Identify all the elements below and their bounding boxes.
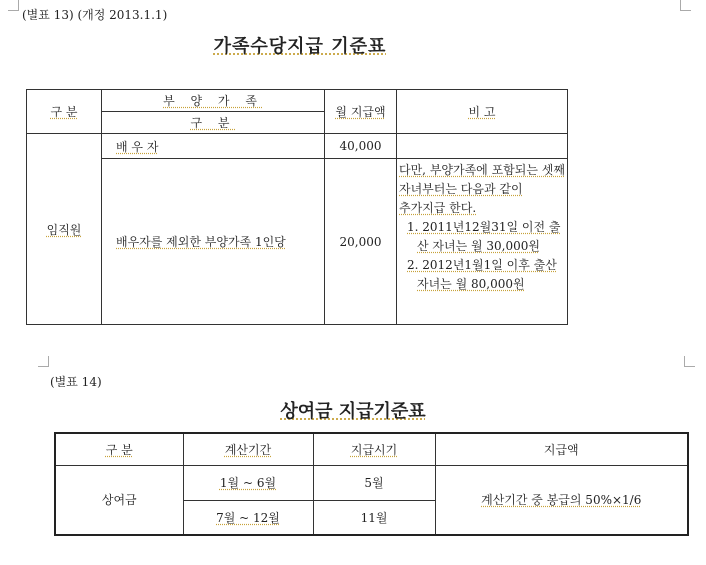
header-note: (별표 14) — [50, 375, 102, 389]
header-category: 구 분 — [27, 90, 102, 134]
remarks-line: 추가지급 한다. — [399, 201, 477, 215]
header-monthly-amount: 월 지급액 — [325, 90, 397, 134]
remarks-line: 1. 2011년12월31일 이전 출산 자녀는 월 30,000원 — [407, 220, 561, 253]
page-corner-mark — [8, 0, 19, 11]
header-pay-month: 지급시기 — [313, 433, 435, 465]
header-note: (별표 13) (개정 2013.1.1) — [22, 8, 168, 22]
header-remarks: 비 고 — [397, 90, 568, 134]
header-category: 구 분 — [55, 433, 183, 465]
header-dependents-sub: 구 분 — [102, 112, 325, 134]
remarks-line: 2. 2012년1월1일 이후 출산 자녀는 월 80,000원 — [407, 258, 557, 291]
pay-month-cell: 5월 — [313, 465, 435, 500]
row-label: 배 우 자 — [102, 134, 325, 159]
bonus-table — [54, 432, 689, 536]
header-dependents: 부 양 가 족 — [102, 90, 325, 112]
family-allowance-table — [26, 89, 568, 325]
page-corner-mark — [684, 356, 695, 367]
period-cell: 7월 ~ 12월 — [183, 500, 313, 535]
amount-cell: 계산기간 중 봉급의 50%×1/6 — [435, 465, 688, 535]
row-remark-empty — [397, 134, 568, 159]
header-period: 계산기간 — [183, 433, 313, 465]
row-amount: 20,000 — [325, 159, 397, 325]
remarks-line: 다만, 부양가족에 포함되는 셋째 자녀부터는 다음과 같이 — [399, 163, 565, 196]
remarks-cell — [397, 159, 568, 325]
row-amount: 40,000 — [325, 134, 397, 159]
document-title: 상여금 지급기준표 — [280, 401, 426, 422]
document-title: 가족수당지급 기준표 — [213, 36, 387, 57]
row-label: 상여금 — [55, 465, 183, 535]
row-group-label: 임직원 — [27, 134, 102, 325]
row-label: 배우자를 제외한 부양가족 1인당 — [102, 159, 325, 325]
period-cell: 1월 ~ 6월 — [183, 465, 313, 500]
pay-month-cell: 11월 — [313, 500, 435, 535]
header-amount: 지급액 — [435, 433, 688, 465]
page-corner-mark — [680, 0, 691, 11]
page-corner-mark — [38, 356, 49, 367]
